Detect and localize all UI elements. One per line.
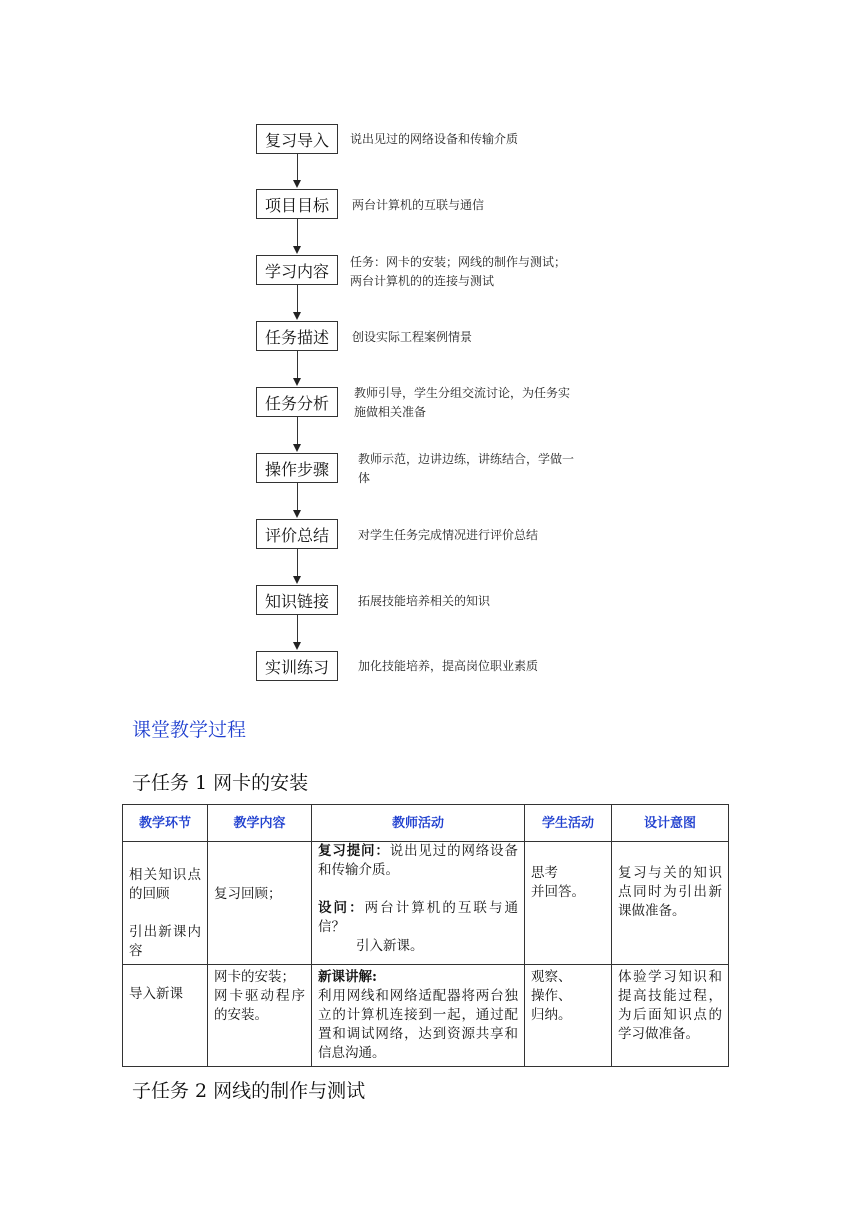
flow-connector (297, 417, 298, 445)
arrow-down-icon (293, 642, 301, 650)
flow-desc-content: 任务：网卡的安装；网线的制作与测试； 两台计算机的的连接与测试 (350, 255, 567, 288)
flow-connector (297, 154, 298, 181)
header-stage: 教学环节 (123, 805, 208, 842)
row1-teacher: 复习提问：说出见过的网络设备和传输介质。 设问：两台计算机的互联与通信？ 引入新课。 (312, 842, 525, 965)
flow-desc-practice: 加化技能培养，提高岗位职业素质 (358, 659, 539, 673)
header-student: 学生活动 (525, 805, 612, 842)
table-header-row (123, 805, 729, 842)
header-intent: 设计意图 (612, 805, 729, 842)
flow-desc-task: 创设实际工程案例情景 (352, 330, 473, 344)
flow-connector (297, 483, 298, 511)
row1-student: 思考 并回答。 (525, 842, 612, 965)
subtask1-title: 子任务 1 网卡的安装 (132, 772, 309, 794)
row2-teacher: 新课讲解: 利用网线和网络适配器将两台独立的计算机连接到一起，通过配置和调试网络，达到资源共享和信息沟通。 (312, 965, 525, 1067)
row2-stage: 导入新课 (123, 965, 208, 1067)
flow-step-evaluation: 评价总结 (256, 519, 338, 549)
flow-connector (297, 615, 298, 643)
flow-step-content: 学习内容 (256, 255, 338, 285)
flow-connector (297, 549, 298, 577)
arrow-down-icon (293, 246, 301, 254)
section-title: 课堂教学过程 (132, 719, 247, 741)
flow-step-operation: 操作步骤 (256, 453, 338, 483)
row1-content: 复习回顾； (208, 842, 312, 965)
flow-step-task: 任务描述 (256, 321, 338, 351)
arrow-down-icon (293, 510, 301, 518)
flow-step-analysis: 任务分析 (256, 387, 338, 417)
header-content: 教学内容 (208, 805, 312, 842)
flow-step-review: 复习导入 (256, 124, 338, 154)
subtask2-title: 子任务 2 网线的制作与测试 (132, 1080, 366, 1102)
flow-connector (297, 351, 298, 379)
flow-step-goal: 项目目标 (256, 189, 338, 219)
table-row (123, 965, 729, 1067)
flow-desc-analysis: 教师引导，学生分组交流讨论，为任务实 施做相关准备 (354, 386, 571, 419)
arrow-down-icon (293, 444, 301, 452)
row2-content: 网卡的安装； 网卡驱动程序的安装。 (208, 965, 312, 1067)
flow-desc-review: 说出见过的网络设备和传输介质 (350, 132, 519, 146)
flow-step-knowledge: 知识链接 (256, 585, 338, 615)
arrow-down-icon (293, 378, 301, 386)
lesson-table (122, 804, 729, 1067)
header-teacher: 教师活动 (312, 805, 525, 842)
arrow-down-icon (293, 180, 301, 188)
row1-stage: 相关知识点的回顾 引出新课内容 (123, 842, 208, 965)
flow-desc-knowledge: 拓展技能培养相关的知识 (358, 594, 491, 608)
arrow-down-icon (293, 576, 301, 584)
arrow-down-icon (293, 312, 301, 320)
flow-desc-evaluation: 对学生任务完成情况进行评价总结 (358, 528, 539, 542)
flow-connector (297, 285, 298, 313)
flow-connector (297, 219, 298, 247)
flow-step-practice: 实训练习 (256, 651, 338, 681)
flow-desc-goal: 两台计算机的互联与通信 (352, 198, 485, 212)
flow-desc-operation: 教师示范，边讲边练，讲练结合，学做一 体 (358, 452, 575, 485)
table-row (123, 842, 729, 965)
row2-intent: 体验学习知识和提高技能过程，为后面知识点的学习做准备。 (612, 965, 729, 1067)
row1-intent: 复习与关的知识点同时为引出新课做准备。 (612, 842, 729, 965)
row2-student: 观察、 操作、 归纳。 (525, 965, 612, 1067)
